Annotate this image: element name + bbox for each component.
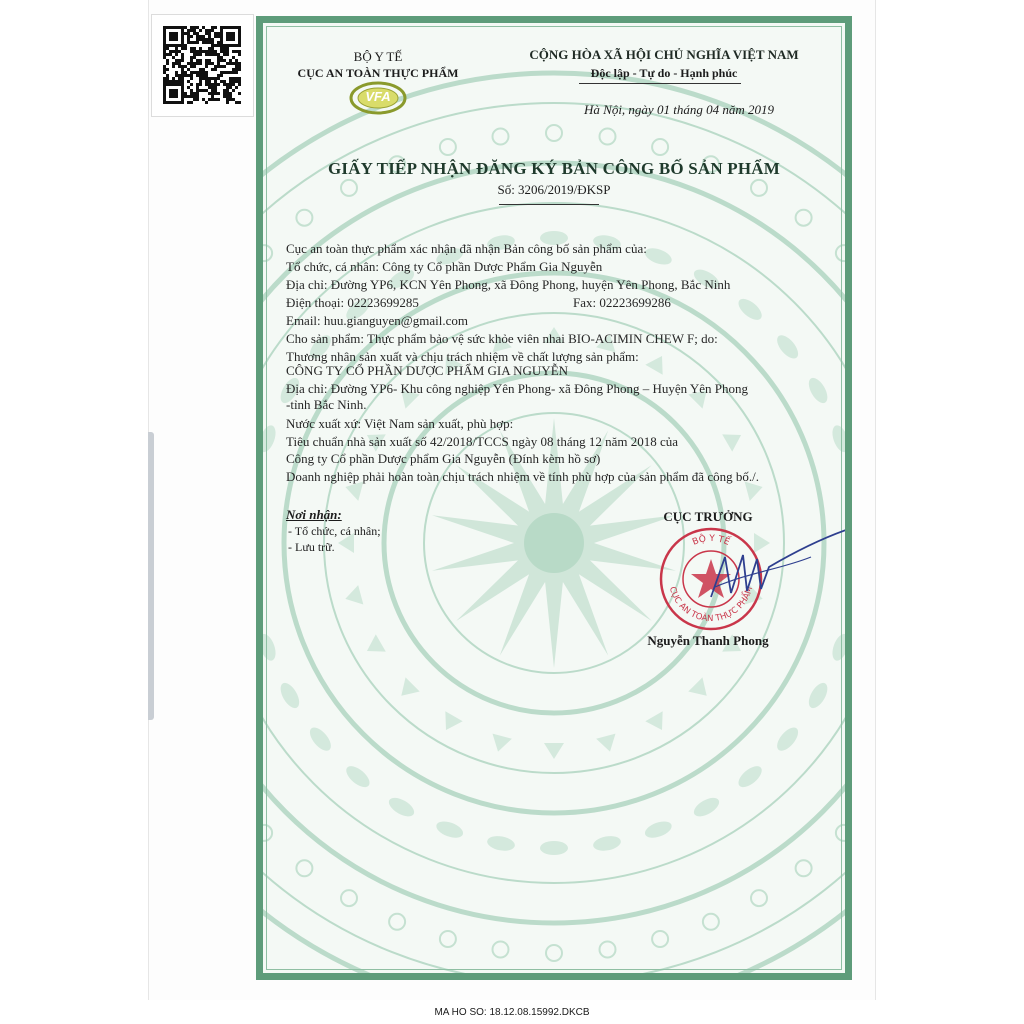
qr-code [151,14,254,117]
trader-line: Thương nhân sản xuất và chịu trách nhiệm về chất lượng sản phẩm: [286,349,639,364]
email-line: Email: huu.gianguyen@gmail.com [286,313,469,328]
certificate [256,16,852,980]
seal-bottom-textpath: CỤC AN TOÀN THỰC PHẨM [666,585,756,625]
national-motto: Độc lập - Tự do - Hạnh phúc [590,66,738,80]
fax-line: Fax: 02223699286 [573,295,671,310]
motto-underline [579,83,741,84]
phone-line: Điện thoại: 02223699285 [286,295,419,310]
republic-name: CỘNG HÒA XÃ HỘI CHỦ NGHĨA VIỆT NAM [529,47,799,62]
recipients-heading: Nơi nhận: [286,507,342,522]
recipient-item: - Lưu trữ. [288,540,335,554]
qr-code-image [152,15,253,116]
department-name: CỤC AN TOÀN THỰC PHẨM [297,66,459,80]
document-number: Số: 3206/2019/ĐKSP [497,182,611,197]
page-side-marker [148,432,154,720]
ministry-name: BỘ Y TẾ [353,49,403,64]
record-code: MA HO SO: 18.12.08.15992.DKCB [434,1007,590,1018]
organization-line: Tổ chức, cá nhân: Công ty Cổ phần Dược Phẩm Gia Nguyễn [286,259,603,274]
issue-date: Hà Nội, ngày 01 tháng 04 năm 2019 [584,102,774,117]
product-line: Cho sản phẩm: Thực phẩm bảo vệ sức khỏe viên nhai BIO-ACIMIN CHEW F; do: [286,331,718,346]
standard-line-1: Tiêu chuẩn nhà sản xuất số 42/2018/TCCS ngày 08 tháng 12 năm 2018 của [286,434,679,449]
handwritten-signature [691,517,852,627]
company-address-line-1: Địa chỉ: Đường YP6- Khu công nghiệp Yên Phong- xã Đông Phong – Huyện Yên Phong [286,381,749,396]
recipient-item: - Tổ chức, cá nhân; [288,524,381,538]
seal-top-textpath: BỘ Y TẾ [691,533,731,548]
document-title: GIẤY TIẾP NHẬN ĐĂNG KÝ BẢN CÔNG BỐ SẢN PHẨM [327,159,781,178]
signer-title: CỤC TRƯỞNG [663,509,753,524]
company-name-line: CÔNG TY CỔ PHẦN DƯỢC PHẨM GIA NGUYỄN [286,363,569,378]
standard-line-2: Công ty Cổ phần Dược phẩm Gia Nguyễn (Đính kèm hồ sơ) [286,451,601,466]
number-underline [499,204,599,205]
vfa-logo-text: VFA [365,89,391,104]
signer-name: Nguyễn Thanh Phong [647,633,769,648]
origin-line: Nước xuất xứ: Việt Nam sản xuất, phù hợp: [286,416,514,431]
intro-line: Cục an toàn thực phẩm xác nhận đã nhận Bản công bố sản phẩm của: [286,241,647,256]
company-address-line-2: -tỉnh Bắc Ninh. [286,397,367,412]
address-line: Địa chỉ: Đường YP6, KCN Yên Phong, xã Đông Phong, huyện Yên Phong, Bắc Ninh [286,277,731,292]
responsibility-line: Doanh nghiệp phải hoàn toàn chịu trách nhiệm về tính phù hợp của sản phẩm đã công bố./. [286,469,759,484]
